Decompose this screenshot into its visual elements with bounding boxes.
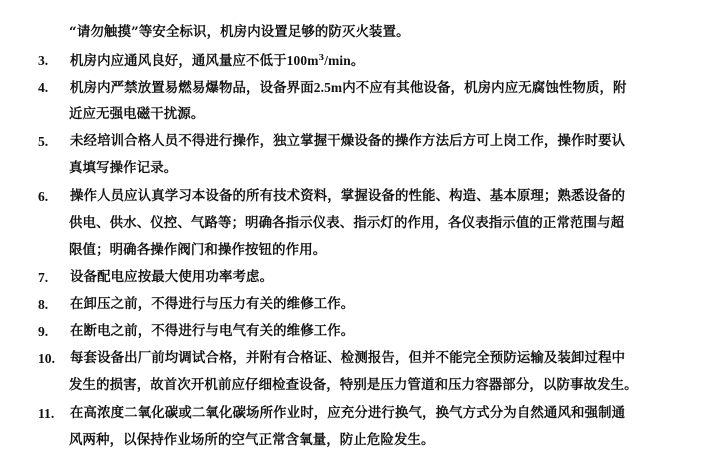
line-text: 限值；明确各操作阀门和操作按钮的作用。 xyxy=(69,242,327,258)
line-text: 操作人员应认真学习本设备的所有技术资料，掌握设备的性能、构造、基本原理；熟悉设备的 xyxy=(70,188,626,204)
distance-value: 2.5m xyxy=(313,80,343,95)
text-line xyxy=(0,372,714,399)
line-text: “请勿触摸”等安全标识，机房内设置足够的防灭火装置。 xyxy=(69,24,410,40)
line-text: 近应无强电磁干扰源。 xyxy=(69,106,205,122)
line-text: 在断电之前，不得进行与电气有关的维修工作。 xyxy=(70,323,355,339)
superscript: 3 xyxy=(318,52,325,62)
line-text: 供电、供水、仪控、气路等；明确各指示仪表、指示灯的作用，各仪表指示值的正常范围与超 xyxy=(69,215,625,231)
text-line xyxy=(0,210,714,237)
line-text: 风两种，以保持作业场所的空气正常含氧量，防止危险发生。 xyxy=(69,432,435,448)
list-item-4 xyxy=(0,74,714,101)
line-text: 在高浓度二氧化碳或二氧化碳场所作业时，应充分进行换气，换气方式分为自然通风和强制通 xyxy=(70,405,626,421)
text-line xyxy=(0,19,714,46)
list-item-11 xyxy=(0,400,714,427)
item-number: 7. xyxy=(38,270,49,285)
text-line xyxy=(0,427,714,454)
list-item-6 xyxy=(0,183,714,210)
text-segment: 。 xyxy=(350,53,365,69)
line-text: 在卸压之前，不得进行与压力有关的维修工作。 xyxy=(70,296,355,312)
item-number: 8. xyxy=(38,297,49,312)
text-segment: 内不应有其他设备，机房内应无腐蚀性物质，附 xyxy=(342,80,627,96)
list-item-9 xyxy=(0,318,714,345)
text-segment: 机房内应通风良好，通风量应不低于 xyxy=(70,53,287,69)
line-text xyxy=(70,47,364,75)
text-line xyxy=(0,237,714,264)
line-text xyxy=(70,74,627,102)
list-item-7 xyxy=(0,264,714,291)
item-number: 3. xyxy=(38,53,49,68)
text-segment: 机房内严禁放置易燃易爆物品，设备界面 xyxy=(70,80,314,96)
text-line xyxy=(0,101,714,128)
list-item-5 xyxy=(0,128,714,155)
ventilation-value: 100m xyxy=(286,53,319,68)
list-item-10 xyxy=(0,345,714,372)
item-number: 6. xyxy=(38,189,49,204)
line-text: 真填写操作记录。 xyxy=(69,160,178,176)
item-number: 5. xyxy=(38,134,49,149)
line-text: 每套设备出厂前均调试合格，并附有合格证、检测报告，但并不能完全预防运输及装卸过程中 xyxy=(70,350,626,366)
item-number: 10. xyxy=(38,351,55,366)
item-number: 9. xyxy=(38,324,49,339)
list-item-8 xyxy=(0,291,714,318)
item-number: 11. xyxy=(38,406,55,421)
line-text: 未经培训合格人员不得进行操作，独立掌握干燥设备的操作方法后方可上岗工作，操作时要认 xyxy=(70,133,626,149)
item-number: 4. xyxy=(38,80,49,95)
line-text: 设备配电应按最大使用功率考虑。 xyxy=(70,269,274,285)
line-text: 发生的损害，故首次开机前应仔细检查设备，特别是压力管道和压力容器部分，以防事故发生。 xyxy=(69,377,638,393)
text-line xyxy=(0,155,714,182)
ventilation-unit: /min xyxy=(324,53,351,68)
list-item-3 xyxy=(0,47,714,74)
